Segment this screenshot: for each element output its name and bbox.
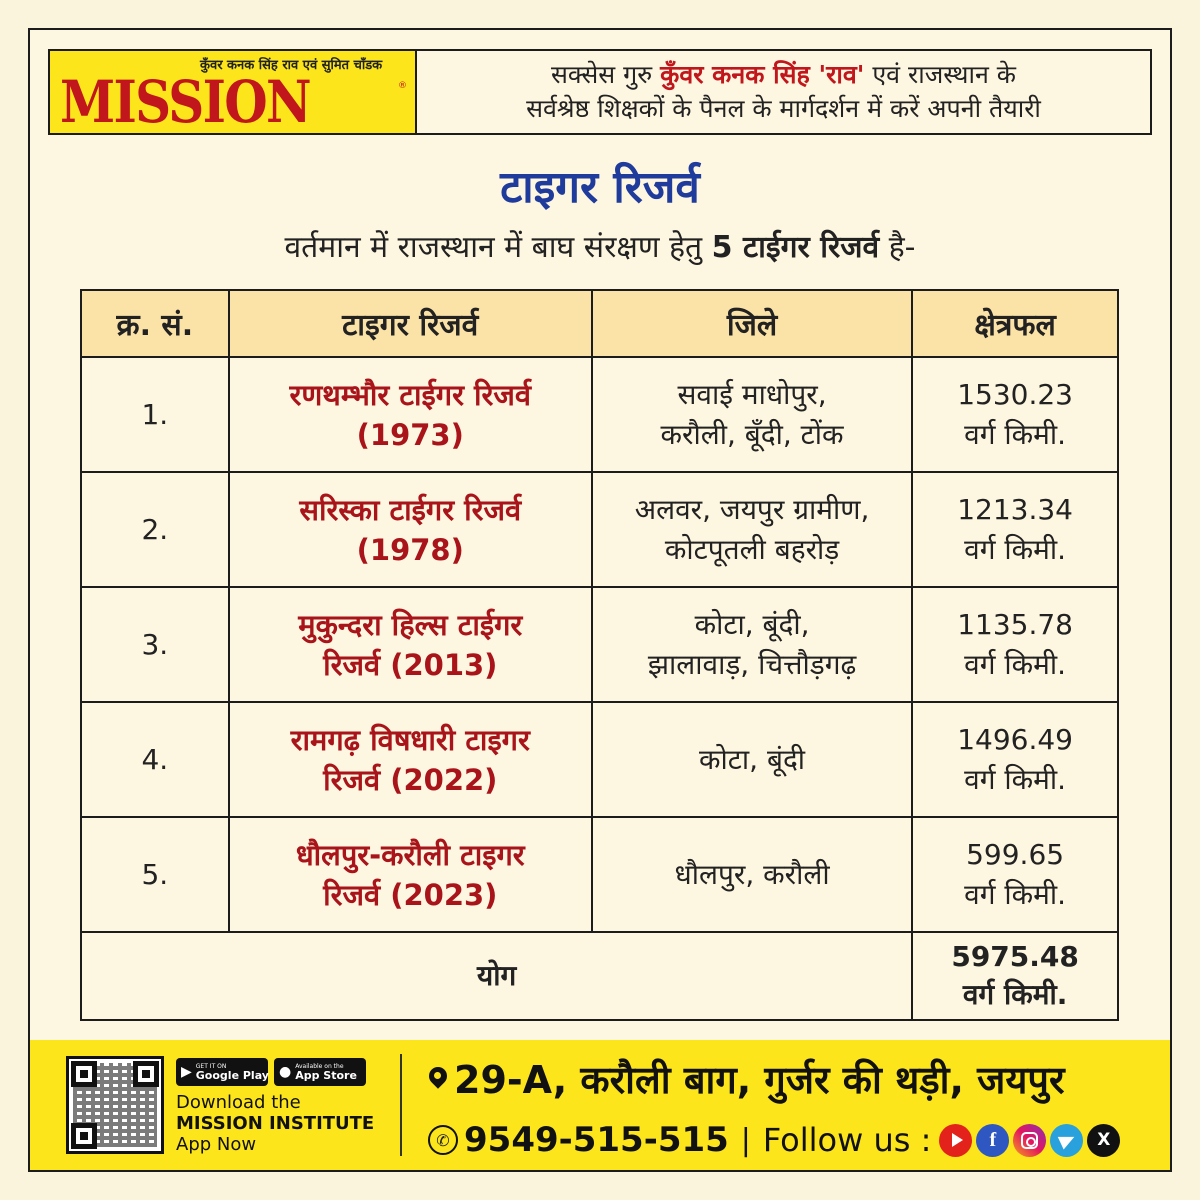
serial-cell: 1. — [81, 357, 229, 472]
table-header-row — [81, 290, 1118, 357]
header-area: क्षेत्रफल — [912, 290, 1118, 357]
total-label: योग — [81, 932, 912, 1020]
page-title: टाइगर रिजर्व — [500, 162, 700, 213]
instagram-icon[interactable] — [1013, 1124, 1046, 1157]
reserve-name-cell: सरिस्का टाईगर रिजर्व (1978) — [229, 472, 592, 587]
reserve-name-cell: रणथम्भौर टाईगर रिजर्व (1973) — [229, 357, 592, 472]
header-districts: जिले — [592, 290, 912, 357]
area-cell: 1135.78 वर्ग किमी. — [912, 587, 1118, 702]
area-cell: 1530.23 वर्ग किमी. — [912, 357, 1118, 472]
table-row — [81, 472, 1118, 587]
table-row — [81, 357, 1118, 472]
google-play-icon: ▶ — [181, 1064, 192, 1080]
x-twitter-icon[interactable]: X — [1087, 1124, 1120, 1157]
contact-separator: | — [740, 1122, 751, 1158]
logo-tagline: कुँवर कनक सिंह राव एवं सुमित चाँडक — [200, 58, 383, 73]
location-pin-icon — [428, 1067, 448, 1093]
reserve-name-cell: रामगढ़ विषधारी टाइगर रिजर्व (2022) — [229, 702, 592, 817]
qr-finder-top-left — [71, 1061, 97, 1087]
qr-code[interactable] — [66, 1056, 164, 1154]
logo-registered-mark: ® — [398, 81, 407, 91]
header-reserve: टाइगर रिजर्व — [229, 290, 592, 357]
facebook-icon[interactable]: f — [976, 1124, 1009, 1157]
tagline-line-1: सक्सेस गुरु कुँवर कनक सिंह 'राव' एवं राजस्थान के — [551, 60, 1016, 89]
header-banner — [48, 49, 1152, 135]
footer-banner — [30, 1040, 1170, 1170]
reserve-name-cell: मुकुन्दरा हिल्स टाईगर रिजर्व (2013) — [229, 587, 592, 702]
page-subtitle: वर्तमान में राजस्थान में बाघ संरक्षण हेतु 5 टाईगर रिजर्व है- — [284, 230, 916, 265]
table-row — [81, 817, 1118, 932]
contact-line — [428, 1118, 1120, 1162]
tagline-line-2: सर्वश्रेष्ठ शिक्षकों के पैनल के मार्गदर्शन में करें अपनी तैयारी — [526, 94, 1041, 123]
address-line — [428, 1054, 1065, 1106]
header-tagline — [417, 51, 1150, 133]
apple-icon: ● — [279, 1064, 292, 1080]
districts-cell: कोटा, बूंदी — [592, 702, 912, 817]
tiger-reserve-table — [80, 289, 1119, 1021]
app-store-button[interactable]: ● Available on the App Store — [274, 1058, 366, 1086]
tagline-highlight-name: कुँवर कनक सिंह 'राव' — [660, 60, 865, 89]
serial-cell: 3. — [81, 587, 229, 702]
youtube-icon[interactable] — [939, 1124, 972, 1157]
phone-number[interactable]: 9549-515-515 — [464, 1120, 729, 1160]
telegram-icon[interactable] — [1050, 1124, 1083, 1157]
header-serial: क्र. सं. — [81, 290, 229, 357]
districts-cell: सवाई माधोपुर, करौली, बूँदी, टोंक — [592, 357, 912, 472]
qr-finder-bottom-left — [71, 1123, 97, 1149]
area-cell: 599.65 वर्ग किमी. — [912, 817, 1118, 932]
districts-cell: अलवर, जयपुर ग्रामीण, कोटपूतली बहरोड़ — [592, 472, 912, 587]
reserve-name-cell: धौलपुर-करौली टाइगर रिजर्व (2023) — [229, 817, 592, 932]
address-text: 29-A, करौली बाग, गुर्जर की थड़ी, जयपुर — [454, 1058, 1065, 1102]
mission-logo — [50, 51, 417, 136]
table-row — [81, 587, 1118, 702]
districts-cell: धौलपुर, करौली — [592, 817, 912, 932]
serial-cell: 5. — [81, 817, 229, 932]
logo-wordmark: MISSION — [60, 68, 310, 136]
area-cell: 1496.49 वर्ग किमी. — [912, 702, 1118, 817]
social-icons — [939, 1124, 1120, 1157]
download-app-text: Download the MISSION INSTITUTE App Now — [176, 1092, 375, 1155]
qr-finder-top-right — [133, 1061, 159, 1087]
serial-cell: 2. — [81, 472, 229, 587]
table-total-row — [81, 932, 1118, 1020]
subtitle-bold: 5 टाईगर रिजर्व — [711, 230, 880, 265]
total-area-cell: 5975.48 वर्ग किमी. — [912, 932, 1118, 1020]
serial-cell: 4. — [81, 702, 229, 817]
follow-us-label: Follow us : — [762, 1121, 932, 1159]
footer-divider — [400, 1054, 402, 1156]
google-play-button[interactable]: ▶ GET IT ON Google Play — [176, 1058, 268, 1086]
phone-icon: ✆ — [428, 1125, 458, 1155]
store-badges — [176, 1058, 366, 1086]
area-cell: 1213.34 वर्ग किमी. — [912, 472, 1118, 587]
table-row — [81, 702, 1118, 817]
districts-cell: कोटा, बूंदी, झालावाड़, चित्तौड़गढ़ — [592, 587, 912, 702]
